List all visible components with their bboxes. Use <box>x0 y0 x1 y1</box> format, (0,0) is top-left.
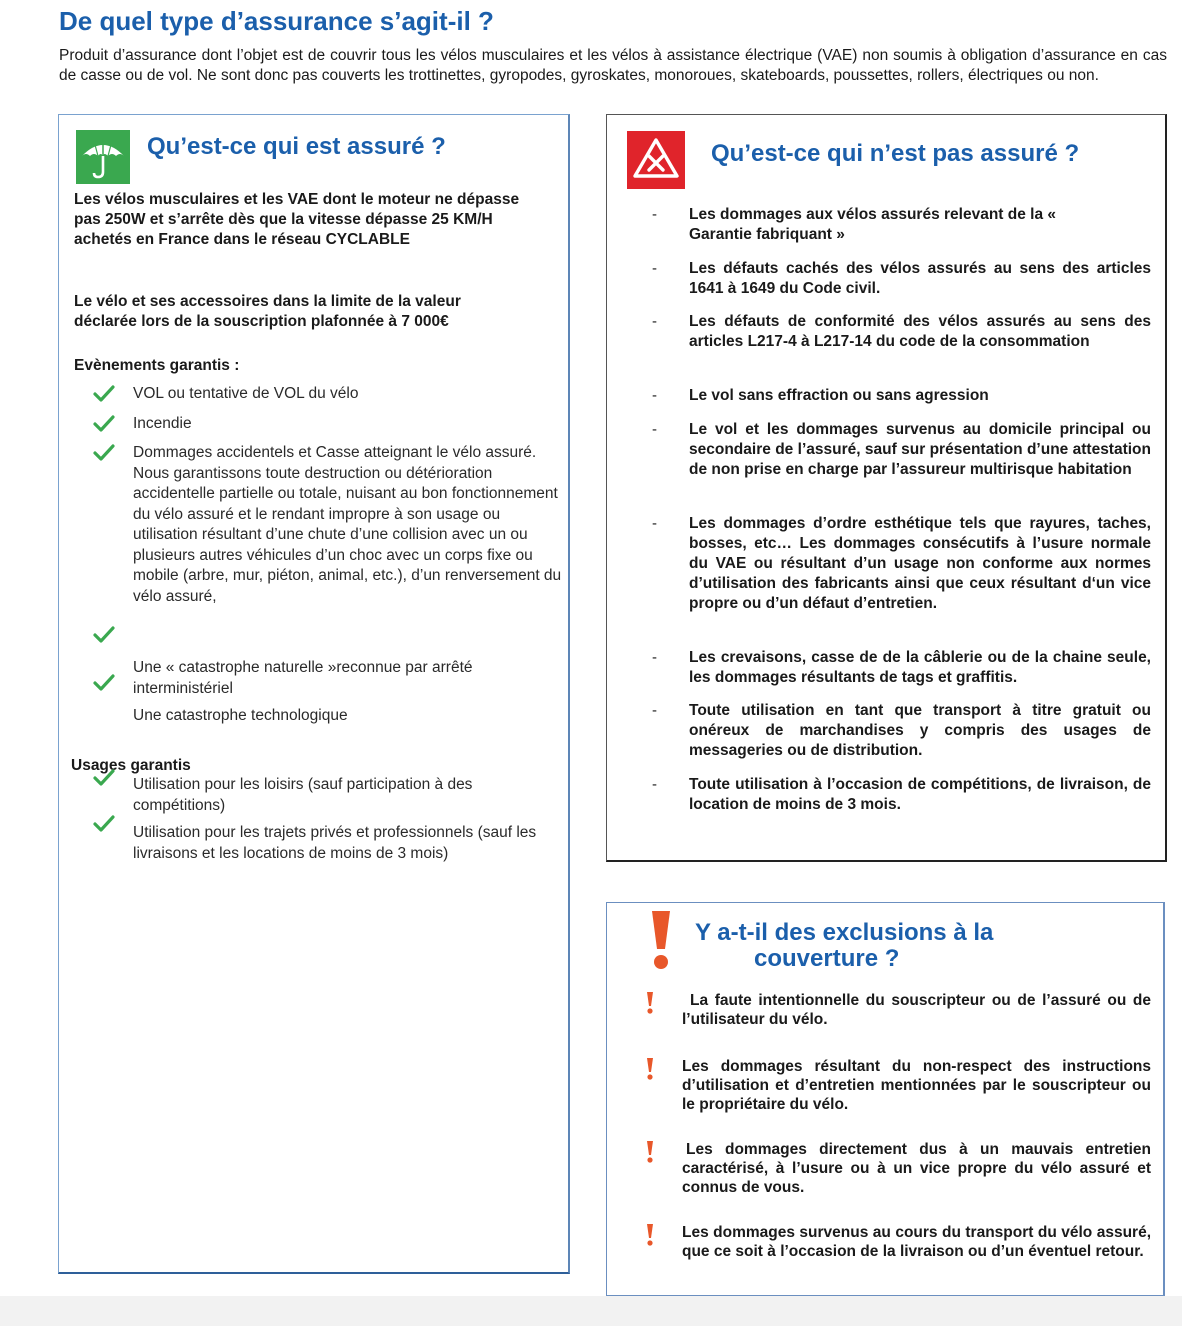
exclusions-section <box>606 902 1165 1296</box>
page-title: De quel type d’assurance s’agit-il ? <box>59 6 494 36</box>
dash-bullet: - <box>652 387 657 404</box>
not-covered-text: Toute utilisation en tant que transport à titre gratuit ou onéreux de marchandises y compris des usages de messageries ou de distribution. <box>689 702 1151 759</box>
dash-bullet: - <box>652 649 657 666</box>
usage-item: Utilisation pour les trajets privés et professionnels (sauf les livraisons et les locations de moins de 3 mois) <box>133 824 537 862</box>
event-item: Dommages accidentels et Casse atteignant le vélo assuré. Nous garantissons toute destruction ou détérioration accidentelle partielle ou totale, nuisant au bon fonctionnement du vélo assuré et le rendant impropre à son usage ou utilisation résultant d’une chute d’une collision avec un ou plusieurs autres véhicules d’un choc avec un corps fixe ou mobile (arbre, mur, piéton, animal, etc.), d’un renversement du vélo assuré, <box>133 444 562 605</box>
not-covered-text: Les crevaisons, casse de de la câblerie ou de la chaine seule, les dommages résultants de tags et graffitis. <box>689 649 1151 686</box>
exclusions-title-line2: couverture ? <box>754 945 900 972</box>
check-icon <box>93 768 115 788</box>
not-covered-text: Les dommages aux vélos assurés relevant de la « Garantie fabriquant » <box>689 206 1057 243</box>
events-heading: Evènements garantis : <box>74 357 240 374</box>
exclamation-icon <box>645 1223 655 1247</box>
exclamation-icon <box>645 991 655 1015</box>
intro-paragraph: Produit d’assurance dont l’objet est de couvrir tous les vélos musculaires et les vélos à assistance électrique (VAE) non soumis à obligation d’assurance en cas de casse ou de vol. Ne sont donc pas couverts les trottinettes, gyropodes, gyroskates, monoroues, skateboards, poussettes, rollers, électriques ou non. <box>59 47 1167 84</box>
dash-bullet: - <box>652 776 657 793</box>
covered-section <box>58 114 570 1274</box>
exclamation-icon <box>649 909 673 976</box>
page-bottom-strip <box>0 1296 1182 1326</box>
exclusion-text: Les dommages résultant du non-respect des instructions d’utilisation et d’entretien mentionnées par le souscripteur ou le propriétaire du vélo. <box>682 1058 1151 1113</box>
not-covered-text: Le vol sans effraction ou sans agression <box>689 387 989 404</box>
exclusion-text: Les dommages survenus au cours du transport du vélo assuré, que ce soit à l’occasion de la livraison ou d’un éventuel retour. <box>682 1224 1151 1260</box>
cross-warning-icon <box>627 131 685 189</box>
not-covered-text: Les défauts de conformité des vélos assurés au sens des articles L217-4 à L217-14 du code de la consommation <box>689 313 1151 350</box>
usages-list <box>59 115 568 1272</box>
covered-title: Qu’est-ce qui est assuré ? <box>147 133 446 160</box>
not-covered-text: Les dommages d’ordre esthétique tels que rayures, taches, bosses, etc… Les dommages consécutifs à l’usure normale du VAE ou résultant d’un usage non conforme aux normes d’utilisation des fabricants ainsi que ceux résultant d‘un vice propre ou d’un défaut d’entretien. <box>689 515 1151 612</box>
dash-bullet: - <box>652 313 657 330</box>
not-covered-title: Qu’est-ce qui n’est pas assuré ? <box>711 140 1080 167</box>
dash-bullet: - <box>652 421 657 438</box>
dash-bullet: - <box>652 515 657 532</box>
usages-heading: Usages garantis <box>71 757 191 774</box>
exclamation-icon <box>645 1057 655 1081</box>
not-covered-text: Le vol et les dommages survenus au domicile principal ou secondaire de l’assuré, sauf sur présentation d’une attestation de non prise en charge par l’assureur multirisque habitation <box>689 421 1151 478</box>
not-covered-section <box>606 114 1167 862</box>
event-item: Incendie <box>133 415 192 432</box>
exclusion-text: La faute intentionnelle du souscripteur ou de l’assuré ou de l’utilisateur du vélo. <box>682 992 1151 1028</box>
dash-bullet: - <box>652 260 657 277</box>
usage-item: Utilisation pour les loisirs (sauf participation à des compétitions) <box>133 776 473 814</box>
not-covered-text: Toute utilisation à l’occasion de compétitions, de livraison, de location de moins de 3 mois. <box>689 776 1151 813</box>
check-icon <box>93 814 115 834</box>
event-item: Une catastrophe technologique <box>133 707 348 724</box>
event-item: VOL ou tentative de VOL du vélo <box>133 385 359 402</box>
covered-lead-paragraph: Les vélos musculaires et les VAE dont le moteur ne dépasse pas 250W et s’arrête dès que la vitesse dépasse 25 KM/H achetés en France dans le réseau CYCLABLE <box>74 191 520 248</box>
dash-bullet: - <box>652 702 657 719</box>
exclamation-icon <box>645 1140 655 1164</box>
exclusion-text: Les dommages directement dus à un mauvais entretien caractérisé, à l’usure ou à un vice propre du vélo assuré et connus de vous. <box>682 1141 1151 1196</box>
event-item: Une « catastrophe naturelle »reconnue par arrêté interministériel <box>133 659 473 697</box>
exclusions-title-line1: Y a-t-il des exclusions à la <box>695 919 994 946</box>
not-covered-text: Les défauts cachés des vélos assurés au sens des articles 1641 à 1649 du Code civil. <box>689 260 1151 297</box>
dash-bullet: - <box>652 206 657 223</box>
covered-value-paragraph: Le vélo et ses accessoires dans la limite de la valeur déclarée lors de la souscription plafonnée à 7 000€ <box>74 293 461 330</box>
